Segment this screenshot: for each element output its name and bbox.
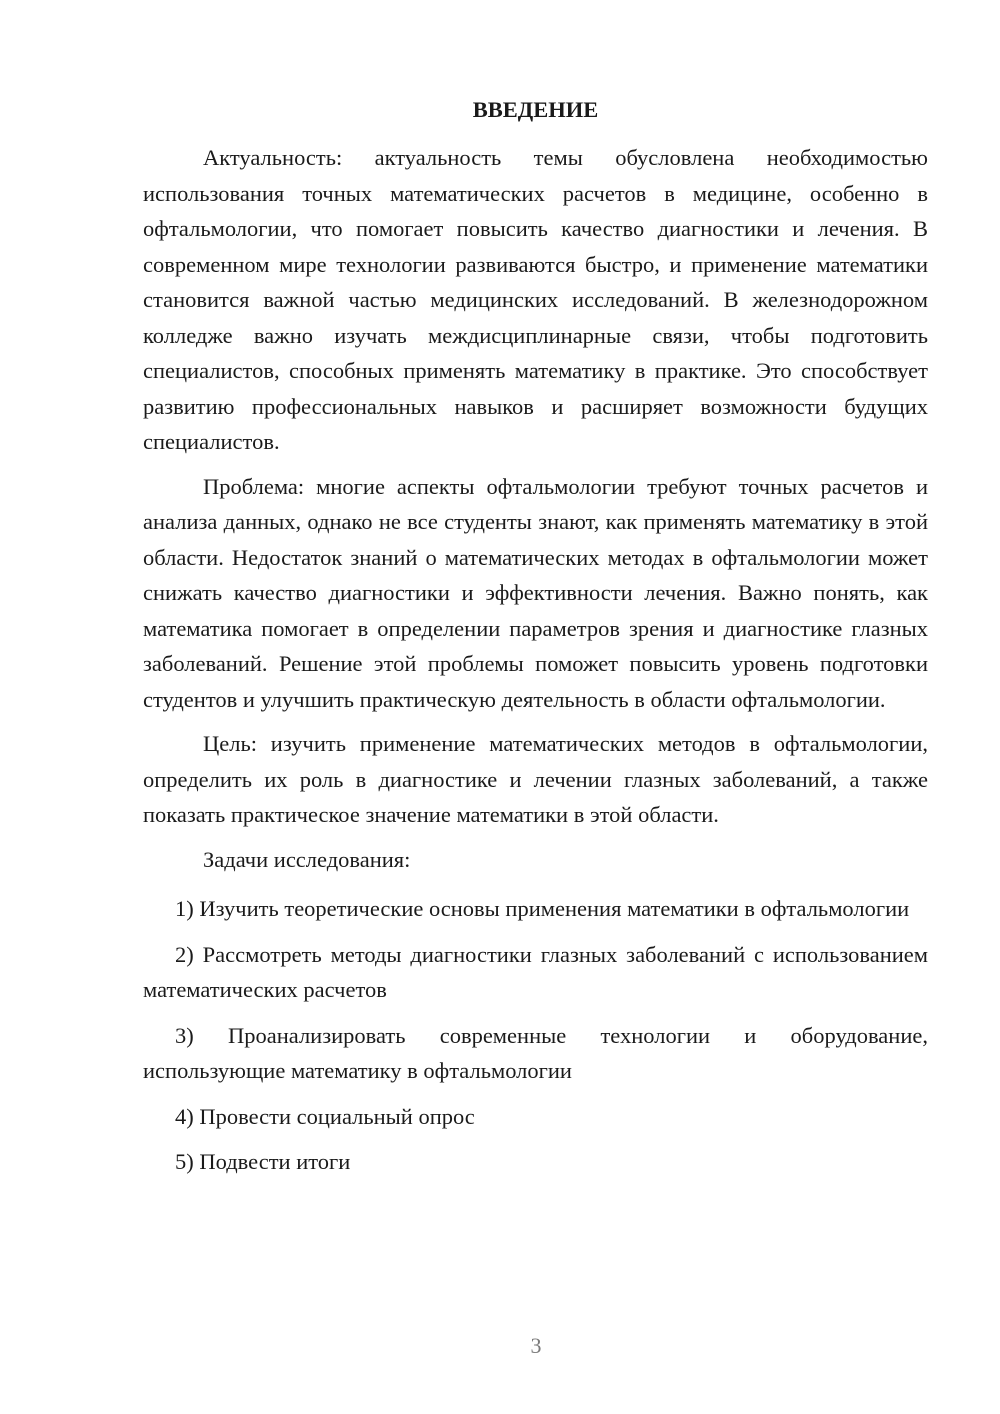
paragraph-problem: Проблема: многие аспекты офтальмологии требуют точных расчетов и анализа данных, однако не все студенты знают, как применять математику в этой области. Недостаток знаний о математических методах в офтальмологии может снижать качество диагностики и эффективности лечения. Важно понять, как математика помогает в определении параметров зрения и диагностике глазных заболеваний. Решение этой проблемы поможет повысить уровень подготовки студентов и улучшить практическую деятельность в области офтальмологии.	[143, 473, 928, 712]
paragraph-relevance: Актуальность: актуальность темы обусловлена необходимостью использования точных математических расчетов в медицине, особенно в офтальмологии, что помогает повысить качество диагностики и лечения. В современном мире технологии развиваются быстро, и применение математики становится важной частью медицинских исследований. В железнодорожном колледже важно изучать междисциплинарные связи, чтобы подготовить специалистов, способных применять математику в практике. Это способствует развитию профессиональных навыков и расширяет возможности будущих специалистов.	[143, 145, 928, 454]
tasks-heading: Задачи исследования:	[203, 846, 411, 872]
document-page	[143, 92, 928, 1190]
page-number: 3	[530, 1333, 542, 1358]
task-item-2: 2) Рассмотреть методы диагностики глазных заболеваний с использованием математических расчетов	[143, 941, 928, 1002]
task-item-4: 4) Провести социальный опрос	[175, 1103, 475, 1129]
task-item-3: 3) Проанализировать современные технологии и оборудование, использующие математику в офтальмологии	[143, 1022, 928, 1083]
task-item-1: 1) Изучить теоретические основы применения математики в офтальмологии	[175, 896, 910, 921]
paragraph-goal: Цель: изучить применение математических методов в офтальмологии, определить их роль в диагностике и лечении глазных заболеваний, а также показать практическое значение математики в этой области.	[143, 731, 928, 827]
task-item-5: 5) Подвести итоги	[175, 1149, 351, 1174]
page-title: ВВЕДЕНИЕ	[472, 97, 599, 122]
